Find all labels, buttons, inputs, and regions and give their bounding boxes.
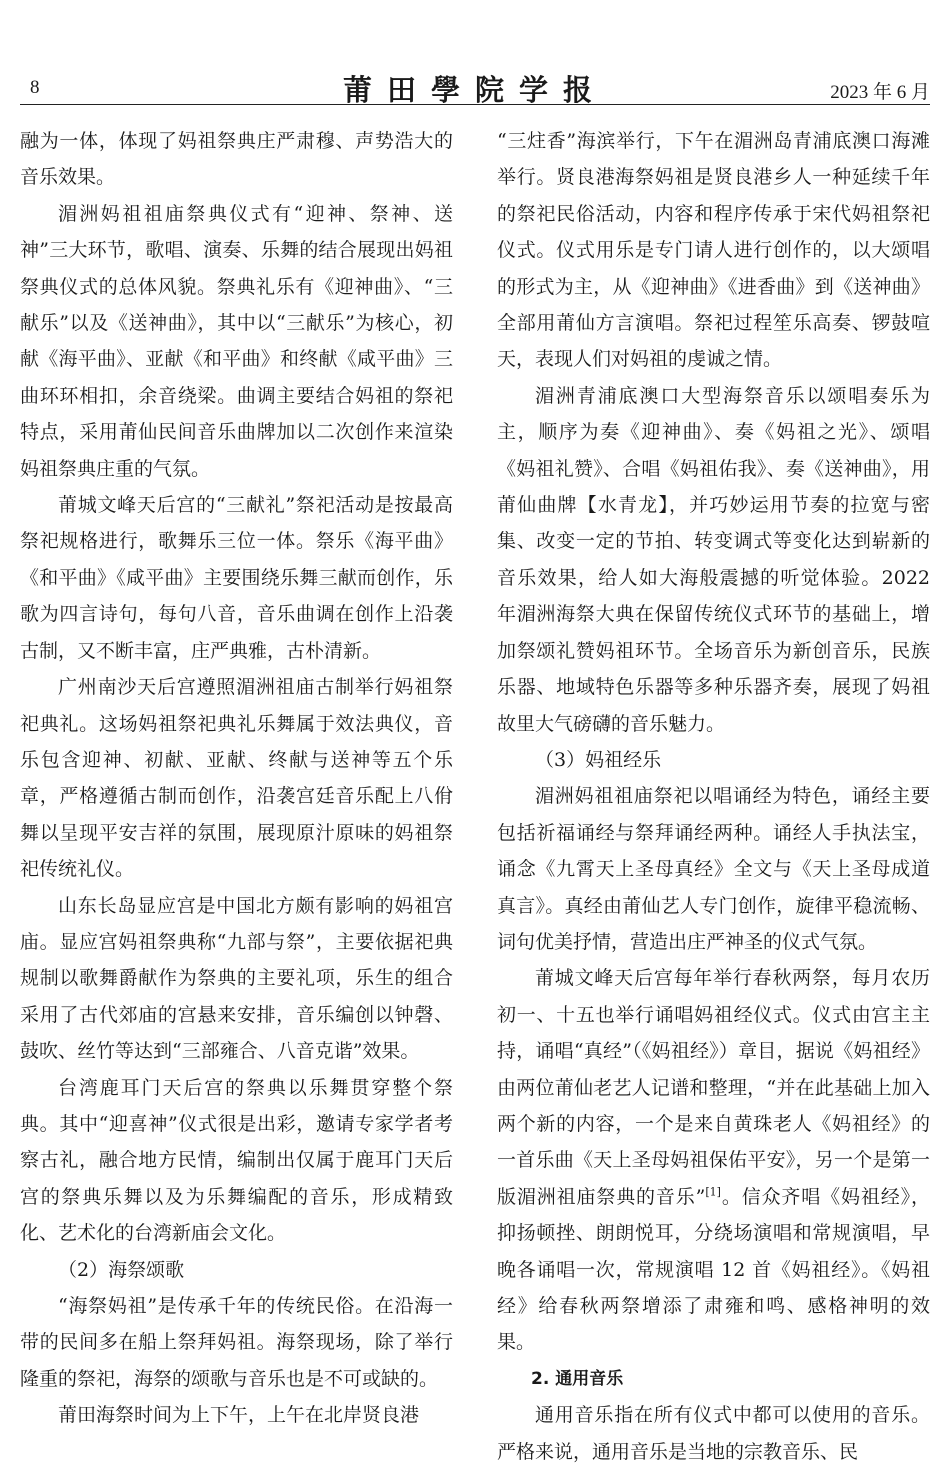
paragraph: 湄洲妈祖祖庙祭典仪式有“迎神、祭神、送神”三大环节，歌唱、演奏、乐舞的结合展现出妈祖祭典仪式的总体风貌。祭典礼乐有《迎神曲》、“三献乐”以及《送神曲》，其中以“三献乐”为核心，初献《海平曲》、亚献《和平曲》和终献《咸平曲》三曲环环相扣，余音绕梁。曲调主要结合妈祖的祭祀特点，采用莆仙民间音乐曲牌加以二次创作来渲染妈祖祭典庄重的气氛。 [20,202,453,480]
citation-reference[interactable]: [1] [705,1185,721,1199]
paragraph: “三炷香”海滨举行，下午在湄洲岛青浦底澳口海滩举行。贤良港海祭妈祖是贤良港乡人一种延续千年的祭祀民俗活动，内容和程序传承于宋代妈祖祭祀仪式。仪式用乐是专门请人进行创作的，以大颂唱的形式为主，从《迎神曲》《进香曲》到《送神曲》全部用莆仙方言演唱。祭祀过程笙乐高奏、锣鼓喧天，表现人们对妈祖的虔诚之情。 [497,130,930,371]
journal-title: 莆田學院学报 [342,73,607,107]
header-rule [20,104,930,105]
paragraph: 湄洲妈祖祖庙祭祀以唱诵经为特色，诵经主要包括祈福诵经与祭拜诵经两种。诵经人手执法宝，诵念《九霄天上圣母真经》全文与《天上圣母成道真言》。真经由莆仙艺人专门创作，旋律平稳流畅、词句优美抒情，营造出庄严神圣的仪式气氛。 [497,785,930,953]
paragraph: 湄洲青浦底澳口大型海祭音乐以颂唱奏乐为主，顺序为奏《迎神曲》、奏《妈祖之光》、颂唱《妈祖礼赞》、合唱《妈祖佑我》、奏《送神曲》，用莆仙曲牌【水青龙】，并巧妙运用节奏的拉宽与密集、改变一定的节拍、转变调式等变化达到崭新的音乐效果，给人如大海般震撼的听觉体验。2022 年湄洲海祭大典在保留传统仪式环节的基础上，增加祭颂礼赞妈祖环节。全场音乐为新创音乐，民族乐器、地域特色乐器等多种乐器齐奏，展现了妈祖故里大气磅礴的音乐魅力。 [497,384,930,735]
right-column [497,123,930,1470]
paragraph: 融为一体，体现了妈祖祭典庄严肃穆、声势浩大的音乐效果。 [20,130,453,189]
paragraph: 莆田海祭时间为上下午，上午在北岸贤良港 [58,1404,420,1427]
paragraph: 莆城文峰天后宫的“三献礼”祭祀活动是按最高祭祀规格进行，歌舞乐三位一体。祭乐《海平曲》《和平曲》《咸平曲》主要围绕乐舞三献而创作，乐歌为四言诗句，每句八音，音乐曲调在创作上沿袭古制，又不断丰富，庄严典雅，古朴清新。 [20,494,453,662]
subsection-heading: （2）海祭颂歌 [58,1258,185,1281]
paragraph: 广州南沙天后宫遵照湄洲祖庙古制举行妈祖祭祀典礼。这场妈祖祭祀典礼乐舞属于效法典仪，音乐包含迎神、初献、亚献、终献与送神等五个乐章，严格遵循古制而创作，沿袭宫廷音乐配上八佾舞以呈现平安吉祥的氛围，展现原汁原味的妈祖祭祀传统礼仪。 [20,676,453,881]
paragraph: 山东长岛显应宫是中国北方颇有影响的妈祖宫庙。显应宫妈祖祭典称“九部与祭”，主要依据祀典规制以歌舞爵献作为祭典的主要礼项，乐生的组合采用了古代郊庙的宫悬来安排，音乐编创以钟磬、鼓吹、丝竹等达到“三部雍合、八音克谐”效果。 [20,894,453,1063]
page-number: 8 [30,77,40,98]
paragraph-text-continued: 。信众齐唱《妈祖经》，抑扬顿挫、朗朗悦耳，分绕场演唱和常规演唱，早晚各诵唱一次，常规演唱 12 首《妈祖经》。《妈祖经》给春秋两祭增添了肃雍和鸣、感格神明的效果。 [497,1185,930,1354]
issue-date: 2023 年 6 月 [830,82,930,103]
subsection-heading: （3）妈祖经乐 [535,748,662,771]
paragraph-text: 莆城文峰天后宫每年举行春秋两祭，每月农历初一、十五也举行诵唱妈祖经仪式。仪式由宫主主持，诵唱“真经”（《妈祖经》）章目，据说《妈祖经》由两位莆仙老艺人记谱和整理，“并在此基础上加入两个新的内容，一个是来自黄珠老人《妈祖经》的一首乐曲《天上圣母妈祖保佑平安》，另一个是第一版湄洲祖庙祭典的音乐” [497,967,930,1208]
left-column [20,123,453,1434]
section-heading: 2. 通用音乐 [531,1368,624,1389]
paragraph: “海祭妈祖”是传承千年的传统民俗。在沿海一带的民间多在船上祭拜妈祖。海祭现场，除了举行隆重的祭祀，海祭的颂歌与音乐也是不可或缺的。 [20,1295,453,1390]
paragraph: 台湾鹿耳门天后宫的祭典以乐舞贯穿整个祭典。其中“迎喜神”仪式很是出彩，邀请专家学者考察古礼，融合地方民情，编制出仅属于鹿耳门天后宫的祭典乐舞以及为乐舞编配的音乐，形成精致化、艺术化的台湾新庙会文化。 [20,1076,453,1245]
paragraph-with-citation [497,960,930,1360]
page-header [20,62,930,106]
paragraph: 通用音乐指在所有仪式中都可以使用的音乐。严格来说，通用音乐是当地的宗教音乐、民 [497,1404,930,1463]
